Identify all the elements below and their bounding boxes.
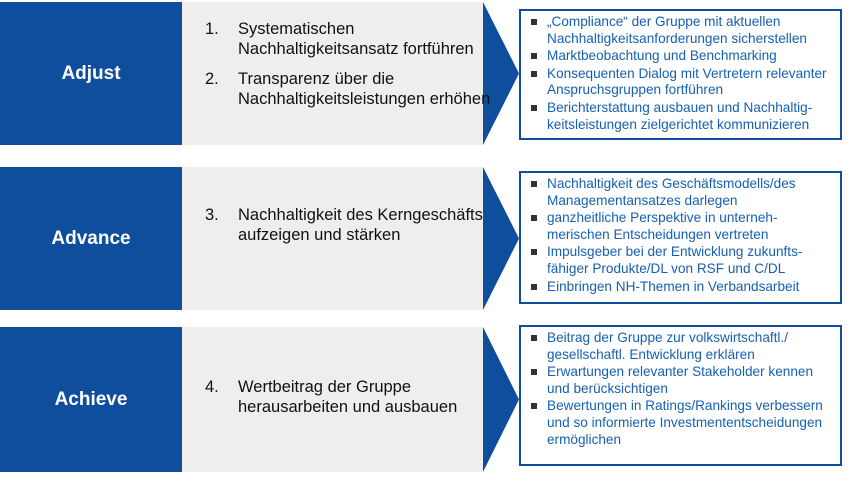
goal-text: Systematischen Nachhaltigkeitsansatz fortführen — [238, 20, 474, 58]
row-adjust — [0, 2, 858, 145]
square-bullet-icon — [531, 249, 537, 255]
list-item: Marktbeobachtung und Benchmarking — [529, 48, 834, 65]
row-label: Advance — [0, 167, 182, 310]
list-item: Berichterstattung ausbauen und Nachhaltig-keitsleistungen zielgerichtet kommunizieren — [529, 100, 834, 133]
goal-text: Nachhaltigkeit des Kerngeschäfts aufzeigen und stärken — [238, 206, 483, 244]
square-bullet-icon — [531, 19, 537, 25]
list-item: „Compliance“ der Gruppe mit aktuellen Nachhaltigkeitsanforderungen sicherstellen — [529, 14, 834, 47]
square-bullet-icon — [531, 215, 537, 221]
row-label: Adjust — [0, 2, 182, 145]
square-bullet-icon — [531, 335, 537, 341]
list-item: Konsequenten Dialog mit Vertretern relevanter Anspruchsgruppen fortführen — [529, 66, 834, 99]
goal-number: 2. — [205, 70, 219, 88]
square-bullet-icon — [531, 53, 537, 59]
goal-number: 3. — [205, 206, 219, 224]
goal-number: 1. — [205, 20, 219, 38]
list-item: ganzheitliche Perspektive in unterneh-merischen Entscheidungen vertreten — [529, 210, 834, 243]
row-advance — [0, 167, 858, 310]
square-bullet-icon — [531, 71, 537, 77]
goal-text: Transparenz über die Nachhaltigkeitsleistungen erhöhen — [238, 70, 491, 108]
square-bullet-icon — [531, 369, 537, 375]
square-bullet-icon — [531, 105, 537, 111]
measures-box — [519, 325, 842, 466]
list-item: Beitrag der Gruppe zur volkswirtschaftl./ gesellschaftl. Entwicklung erklären — [529, 330, 834, 363]
goal-text: Wertbeitrag der Gruppe herausarbeiten und ausbauen — [238, 378, 458, 416]
row-achieve — [0, 327, 858, 472]
square-bullet-icon — [531, 403, 537, 409]
list-item: Erwartungen relevanter Stakeholder kennen und berücksichtigen — [529, 364, 834, 397]
square-bullet-icon — [531, 181, 537, 187]
list-item: Nachhaltigkeit des Geschäftsmodells/des Managementansatzes darlegen — [529, 176, 834, 209]
square-bullet-icon — [531, 284, 537, 290]
list-item: Einbringen NH-Themen in Verbandsarbeit — [529, 279, 834, 296]
goal-number: 4. — [205, 378, 219, 396]
list-item: Impulsgeber bei der Entwicklung zukunfts-fähiger Produkte/DL von RSF und C/DL — [529, 244, 834, 277]
row-label: Achieve — [0, 327, 182, 472]
list-item: Bewertungen in Ratings/Rankings verbessern und so informierte Investmententscheidungen ermöglichen — [529, 398, 834, 448]
measures-box — [519, 9, 842, 140]
measures-box — [519, 171, 842, 304]
